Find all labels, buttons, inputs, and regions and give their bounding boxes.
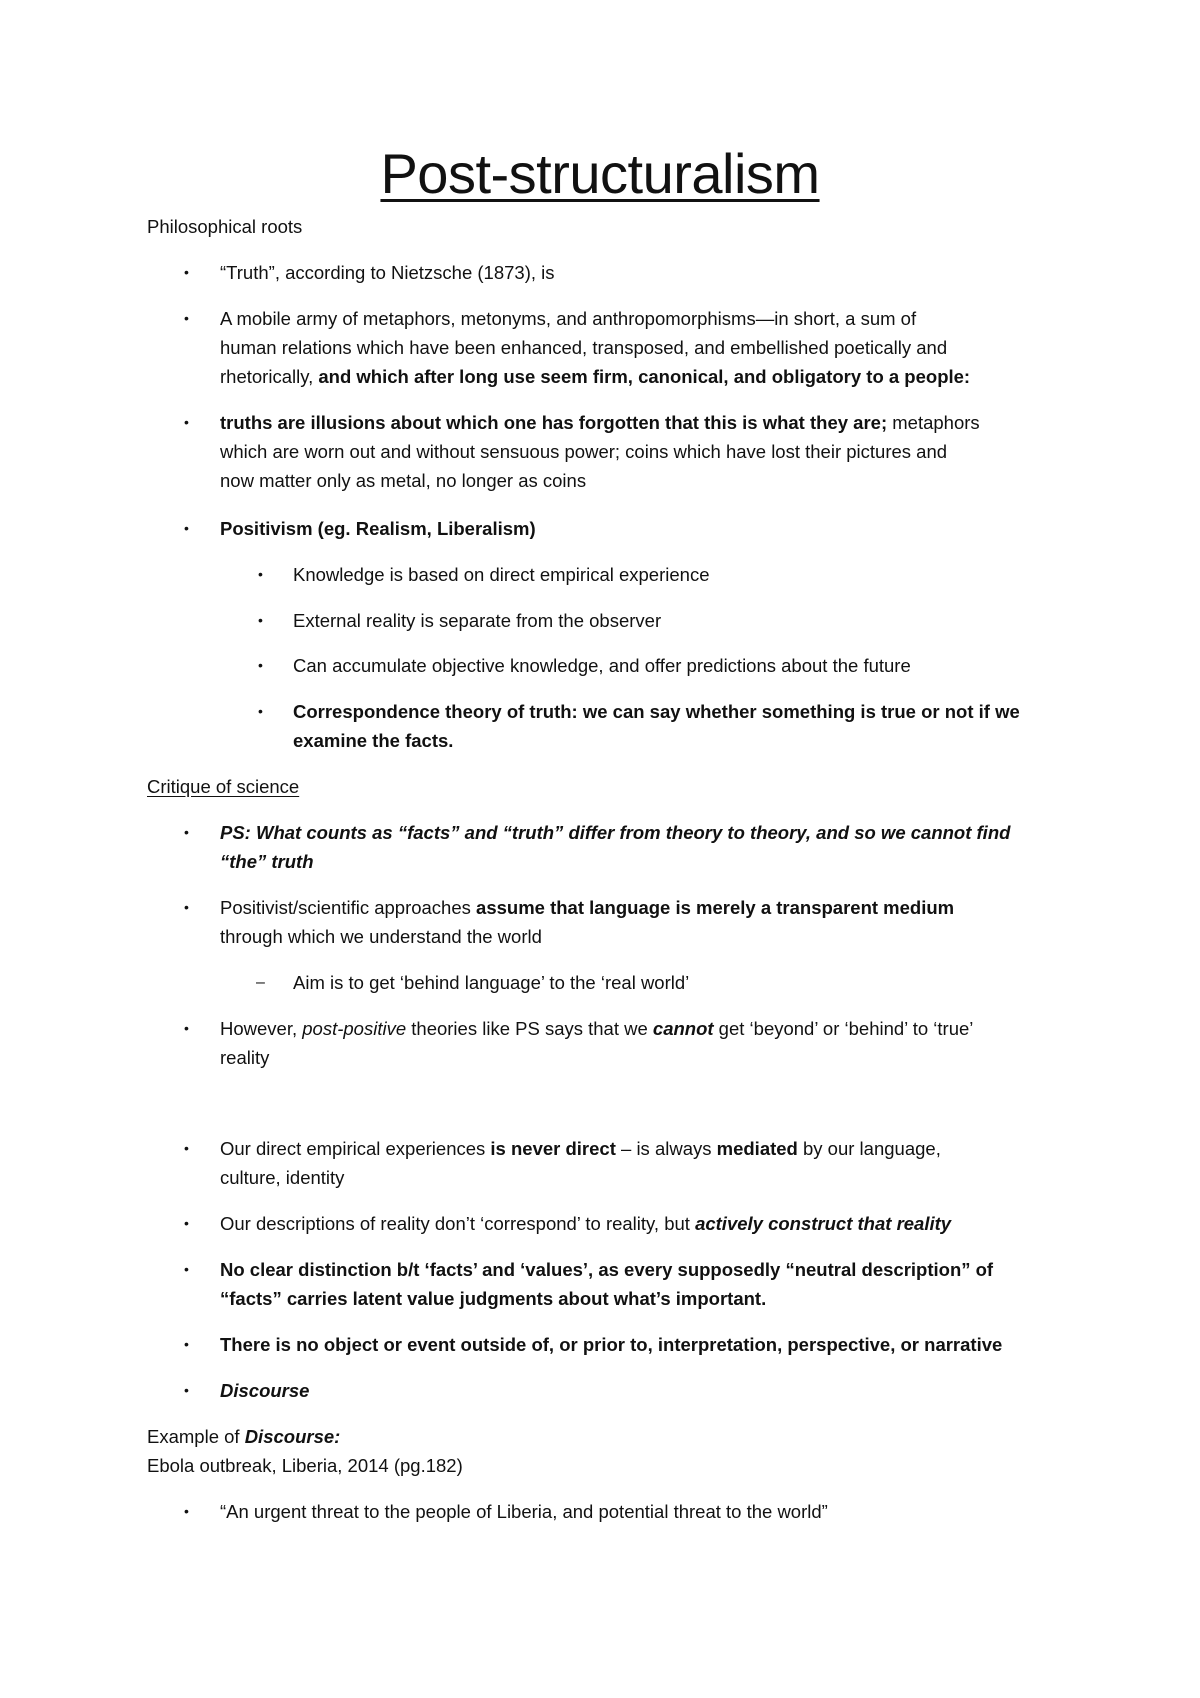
bullet-icon: • (258, 612, 263, 628)
section-heading-philosophical-roots: Philosophical roots (147, 216, 303, 237)
bold-text-run: and which after long use seem firm, canonical, and obligatory to a people: (318, 366, 971, 387)
bullet-icon: • (184, 1140, 189, 1156)
bold-text-run: assume that language is merely a transparent medium (476, 897, 955, 918)
bold-text-run: mediated (716, 1138, 798, 1159)
bullet-icon: • (258, 566, 263, 582)
bullet-icon: • (184, 899, 189, 915)
bullet-icon: • (184, 264, 189, 280)
list-item-continuation: now matter only as metal, no longer as coins (220, 470, 587, 491)
list-item-continuation (220, 362, 970, 391)
bold-italic-text-run: Discourse: (244, 1426, 341, 1447)
list-item-continuation: “facts” carries latent value judgments about what’s important. (220, 1288, 767, 1309)
sub-list-item-continuation: examine the facts. (293, 730, 454, 751)
list-item-continuation: reality (220, 1047, 270, 1068)
bullet-icon: • (184, 1503, 189, 1519)
list-item (220, 1209, 951, 1238)
bullet-icon: • (184, 414, 189, 430)
list-item: PS: What counts as “facts” and “truth” differ from theory to theory, and so we cannot find (220, 822, 1011, 843)
bullet-icon: • (184, 1261, 189, 1277)
list-item-continuation: “the” truth (220, 851, 314, 872)
list-item (220, 1014, 973, 1043)
dash-icon: – (256, 974, 265, 991)
sub-list-item: External reality is separate from the observer (293, 610, 662, 631)
text-run: rhetorically, (220, 366, 319, 387)
page-title: Post-structuralism (380, 142, 820, 205)
sub-list-item: Aim is to get ‘behind language’ to the ‘real world’ (293, 972, 690, 993)
list-item: No clear distinction b/t ‘facts’ and ‘values’, as every supposedly “neutral description” of (220, 1259, 994, 1280)
bullet-icon: • (258, 703, 263, 719)
bold-italic-text-run: cannot (652, 1018, 714, 1039)
bullet-icon: • (184, 1020, 189, 1036)
bullet-icon: • (184, 310, 189, 326)
list-item: Positivism (eg. Realism, Liberalism) (220, 518, 536, 539)
bullet-icon: • (258, 657, 263, 673)
bullet-icon: • (184, 1382, 189, 1398)
text-run: However, (220, 1018, 303, 1039)
bullet-icon: • (184, 1336, 189, 1352)
sub-list-item: Knowledge is based on direct empirical experience (293, 564, 710, 585)
sub-list-item: Correspondence theory of truth: we can say whether something is true or not if we (293, 701, 1020, 722)
list-item: “An urgent threat to the people of Liberia, and potential threat to the world” (220, 1501, 828, 1522)
text-run: Our descriptions of reality don’t ‘correspond’ to reality, but (220, 1213, 696, 1234)
text-run: get ‘beyond’ or ‘behind’ to ‘true’ (713, 1018, 974, 1039)
bold-text-run: truths are illusions about which one has forgotten that this is what they are; (220, 412, 888, 433)
text-run: Example of (147, 1426, 245, 1447)
text-run: metaphors (887, 412, 980, 433)
example-subheading: Ebola outbreak, Liberia, 2014 (pg.182) (147, 1455, 463, 1476)
bullet-icon: • (184, 520, 189, 536)
text-run: Positivist/scientific approaches (220, 897, 477, 918)
list-item: Discourse (220, 1380, 310, 1401)
example-heading (147, 1422, 340, 1451)
list-item: There is no object or event outside of, or prior to, interpretation, perspective, or narrative (220, 1334, 1003, 1355)
list-item-continuation: through which we understand the world (220, 926, 542, 947)
list-item (220, 893, 954, 922)
list-item-continuation: human relations which have been enhanced, transposed, and embellished poetically and (220, 337, 948, 358)
text-run: by our language, (797, 1138, 941, 1159)
list-item: A mobile army of metaphors, metonyms, and anthropomorphisms—in short, a sum of (220, 308, 917, 329)
list-item (220, 408, 980, 437)
text-run: Our direct empirical experiences (220, 1138, 491, 1159)
bold-text-run: is never direct (490, 1138, 616, 1159)
list-item-continuation: which are worn out and without sensuous power; coins which have lost their pictures and (220, 441, 948, 462)
text-run: – is always (615, 1138, 717, 1159)
text-run: theories like PS says that we (406, 1018, 653, 1039)
section-heading-critique-of-science: Critique of science (147, 776, 300, 797)
list-item: “Truth”, according to Nietzsche (1873), is (220, 262, 555, 283)
list-item (220, 1134, 941, 1163)
bold-italic-text-run: actively construct that reality (695, 1213, 952, 1234)
italic-text-run: post-positive (302, 1018, 407, 1039)
list-item-continuation: culture, identity (220, 1167, 345, 1188)
sub-list-item: Can accumulate objective knowledge, and offer predictions about the future (293, 655, 911, 676)
bullet-icon: • (184, 824, 189, 840)
bullet-icon: • (184, 1215, 189, 1231)
